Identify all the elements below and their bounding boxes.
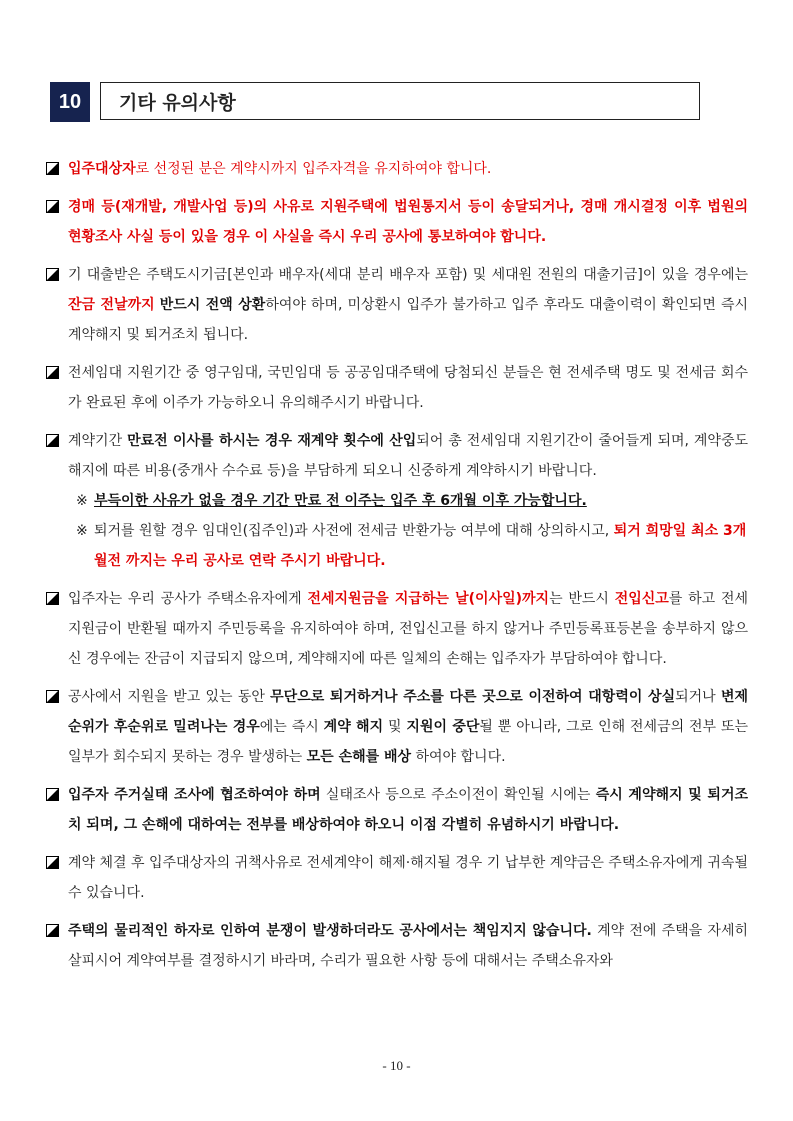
bullet-icon [46,856,59,869]
notice-list [46,154,748,984]
list-item: 입주자 주거실태 조사에 협조하여야 하며 실태조사 등으로 주소이전이 확인될 시에는 즉시 계약해지 및 퇴거조치 되며, 그 손해에 대하여는 전부를 배상하여야 하오니 이점 각별히 유념하시기 바랍니다. [46,780,748,840]
list-item: 주택의 물리적인 하자로 인하여 분쟁이 발생하더라도 공사에서는 책임지지 않습니다. 계약 전에 주택을 자세히 살피시어 계약여부를 결정하시기 바라며, 수리가 필요한 사항 등에 대해서는 주택소유자와 [46,916,748,976]
list-item: 입주대상자로 선정된 분은 계약시까지 입주자격을 유지하여야 합니다. [46,154,748,184]
note-item: ※ 부득이한 사유가 없을 경우 기간 만료 전 이주는 입주 후 6개월 이후 가능합니다. [76,493,587,509]
bullet-icon [46,690,59,703]
section-header [50,82,702,122]
page-number: - 10 - [382,1058,411,1073]
section-title: 기타 유의사항 [100,82,700,120]
list-item: 계약기간 만료전 이사를 하시는 경우 재계약 횟수에 산입되어 총 전세임대 지원기간이 줄어들게 되며, 계약중도 해지에 따른 비용(중개사 수수료 등)을 부담하게 되오니 신중하게 계약하시기 바랍니다. [46,426,748,486]
list-item: 공사에서 지원을 받고 있는 동안 무단으로 퇴거하거나 주소를 다른 곳으로 이전하여 대항력이 상실되거나 변제 순위가 후순위로 밀려나는 경우에는 즉시 계약 해지 및 지원이 중단될 뿐 아니라, 그로 인해 전세금의 전부 또는 일부가 회수되지 못하는 경우 발생하는 모든 손해를 배상 하여야 합니다. [46,682,748,772]
section-number: 10 [50,82,90,122]
list-item: 전세임대 지원기간 중 영구임대, 국민임대 등 공공임대주택에 당첨되신 분들은 현 전세주택 명도 및 전세금 회수가 완료된 후에 이주가 가능하오니 유의해주시기 바랍니다. [46,358,748,418]
bullet-icon [46,200,59,213]
bullet-icon [46,268,59,281]
note-item: ※ 퇴거를 원할 경우 임대인(집주인)과 사전에 전세금 반환가능 여부에 대해 상의하시고, 퇴거 희망일 최소 3개월전 까지는 우리 공사로 연락 주시기 바랍니다. [76,523,747,569]
list-item: 계약 체결 후 입주대상자의 귀책사유로 전세계약이 해제·해지될 경우 기 납부한 계약금은 주택소유자에게 귀속될 수 있습니다. [46,848,748,908]
bullet-icon [46,924,59,937]
list-item: 입주자는 우리 공사가 주택소유자에게 전세지원금을 지급하는 날(이사일)까지는 반드시 전입신고를 하고 전세지원금이 반환될 때까지 주민등록을 유지하여야 하며, 전입신고를 하지 않거나 주민등록표등본을 송부하지 않으신 경우에는 잔금이 지급되지 않으며, 계약해지에 따른 일체의 손해는 입주자가 부담하여야 합니다. [46,584,748,674]
list-item: 경매 등(재개발, 개발사업 등)의 사유로 지원주택에 법원통지서 등이 송달되거나, 경매 개시결정 이후 법원의 현황조사 사실 등이 있을 경우 이 사실을 즉시 우리 공사에 통보하여야 합니다. [46,192,748,252]
bullet-icon [46,366,59,379]
bullet-icon [46,434,59,447]
bullet-icon [46,592,59,605]
bullet-icon [46,162,59,175]
bullet-icon [46,788,59,801]
list-item: 기 대출받은 주택도시기금[본인과 배우자(세대 분리 배우자 포함) 및 세대원 전원의 대출기금]이 있을 경우에는 잔금 전날까지 반드시 전액 상환하여야 하며, 미상환시 입주가 불가하고 입주 후라도 대출이력이 확인되면 즉시 계약해지 및 퇴거조치 됩니다. [46,260,748,350]
